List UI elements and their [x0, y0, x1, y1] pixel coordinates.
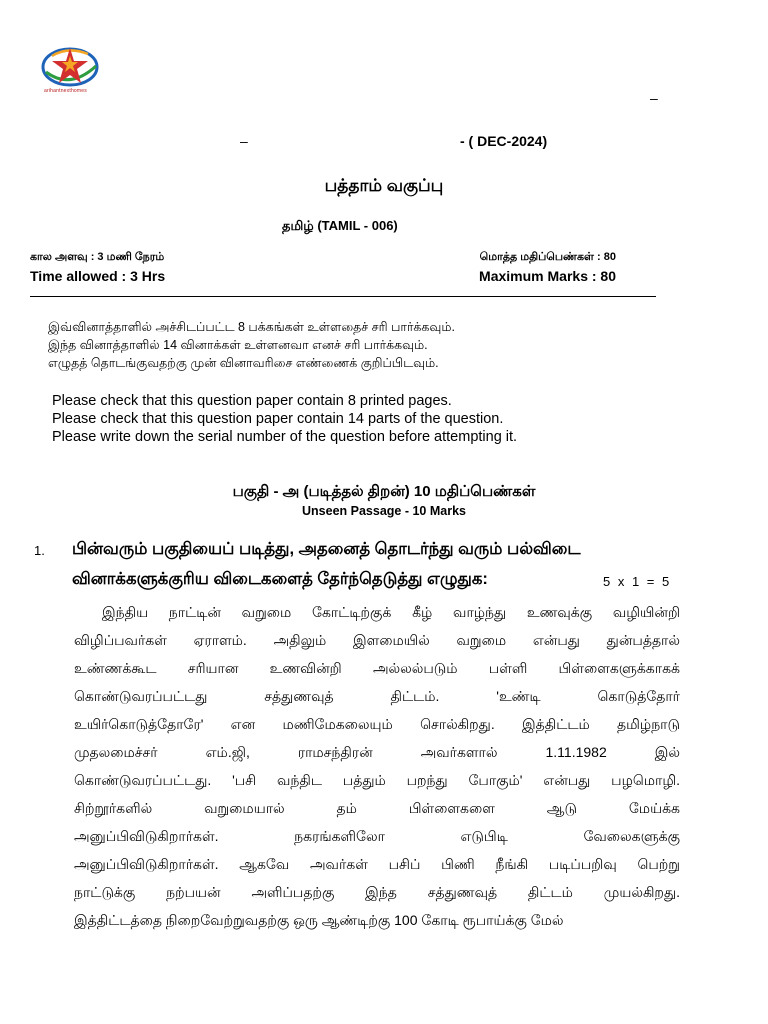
time-allowed-tamil: கால அளவு : 3 மணி நேரம்	[30, 251, 165, 263]
passage-line: கொண்டுவரப்பட்டது சத்துணவுத் திட்டம். 'உண்டி கொடுத்தோர்	[74, 688, 680, 704]
question-text-line-1: பின்வரும் பகுதியைப் படித்து, அதனைத் தொடர்ந்து வரும் பல்விடை	[72, 540, 581, 558]
passage-line: விழிப்பவர்கள் ஏராளம். அதிலும் இளமையில் வறுமை என்பது துன்பத்தால்	[74, 632, 680, 648]
passage-line: முதலமைச்சர் எம்.ஜி, ராமசந்திரன் அவர்களால் 1.11.1982 இல்	[74, 744, 680, 760]
logo-emblem	[38, 42, 102, 92]
header-divider	[30, 296, 656, 297]
instruction-english-2: Please check that this question paper contain 14 parts of the question.	[52, 411, 504, 427]
instruction-tamil-1: இவ்வினாத்தாளில் அச்சிடப்பட்ட 8 பக்கங்கள் உள்ளதைச் சரி பார்க்கவும்.	[48, 320, 455, 334]
passage-line: அனுப்பிவிடுகிறார்கள். ஆகவே அவர்கள் பசிப் பிணி நீங்கி படிப்பறிவு பெற்று	[74, 856, 680, 872]
maximum-marks-english: Maximum Marks : 80	[479, 268, 616, 284]
question-text-line-2: வினாக்களுக்குரிய விடைகளைத் தேர்ந்தெடுத்து எழுதுக:	[72, 570, 488, 588]
section-title: பகுதி - அ (படித்தல் திறன்) 10 மதிப்பெண்கள்	[232, 483, 536, 500]
question-marks: 5 x 1 = 5	[603, 574, 672, 589]
passage-line: நாட்டுக்கு நற்பயன் அளிப்பதற்கு இந்த சத்துணவுத் திட்டம் முயல்கிறது.	[74, 884, 680, 900]
instruction-tamil-3: எழுதத் தொடங்குவதற்கு முன் வினாவரிசை எண்ணைக் குறிப்பிடவும்.	[48, 356, 439, 370]
header-dash-mid: –	[240, 133, 248, 149]
maximum-marks-tamil: மொத்த மதிப்பெண்கள் : 80	[479, 251, 616, 263]
passage-line: உண்ணக்கூட சரியான உணவின்றி அல்லல்படும் பள்ளி பிள்ளைகளுக்காகக்	[74, 660, 680, 676]
instruction-english-3: Please write down the serial number of the question before attempting it.	[52, 429, 518, 445]
class-title: பத்தாம் வகுப்பு	[324, 176, 444, 195]
passage	[74, 598, 680, 934]
passage-line: அனுப்பிவிடுகிறார்கள். நகரங்களிலோ எடுபிடி வேலைகளுக்கு	[74, 828, 680, 844]
instruction-english-1: Please check that this question paper contain 8 printed pages.	[52, 393, 452, 409]
passage-line: உயிர்கொடுத்தோரே' என மணிமேகலையும் சொல்கிறது. இத்திட்டம் தமிழ்நாடு	[74, 716, 680, 732]
passage-line: இந்திய நாட்டின் வறுமை கோட்டிற்குக் கீழ் வாழ்ந்து உணவுக்கு வழியின்றி	[102, 604, 680, 620]
section-subtitle: Unseen Passage - 10 Marks	[302, 504, 466, 518]
passage-line: இத்திட்டத்தை நிறைவேற்றுவதற்கு ஒரு ஆண்டிற்கு 100 கோடி ரூபாய்க்கு மேல்	[74, 912, 564, 928]
logo-text: arihantnexthomes	[44, 88, 87, 94]
header-dash-right: –	[650, 90, 658, 106]
exam-session-code: - ( DEC-2024)	[460, 133, 548, 149]
passage-line: கொண்டுவரப்பட்டது. 'பசி வந்திட பத்தும் பறந்து போகும்' என்பது பழமொழி.	[74, 772, 680, 788]
passage-line: சிற்றூர்களில் வறுமையால் தம் பிள்ளைகளை ஆடு மேய்க்க	[74, 800, 680, 816]
time-allowed-english: Time allowed : 3 Hrs	[30, 268, 166, 284]
subject-title: தமிழ் (TAMIL - 006)	[282, 218, 398, 233]
question-number: 1.	[34, 543, 45, 558]
instruction-tamil-2: இந்த வினாத்தாளில் 14 வினாக்கள் உள்ளனவா எனச் சரி பார்க்கவும்.	[48, 338, 428, 352]
